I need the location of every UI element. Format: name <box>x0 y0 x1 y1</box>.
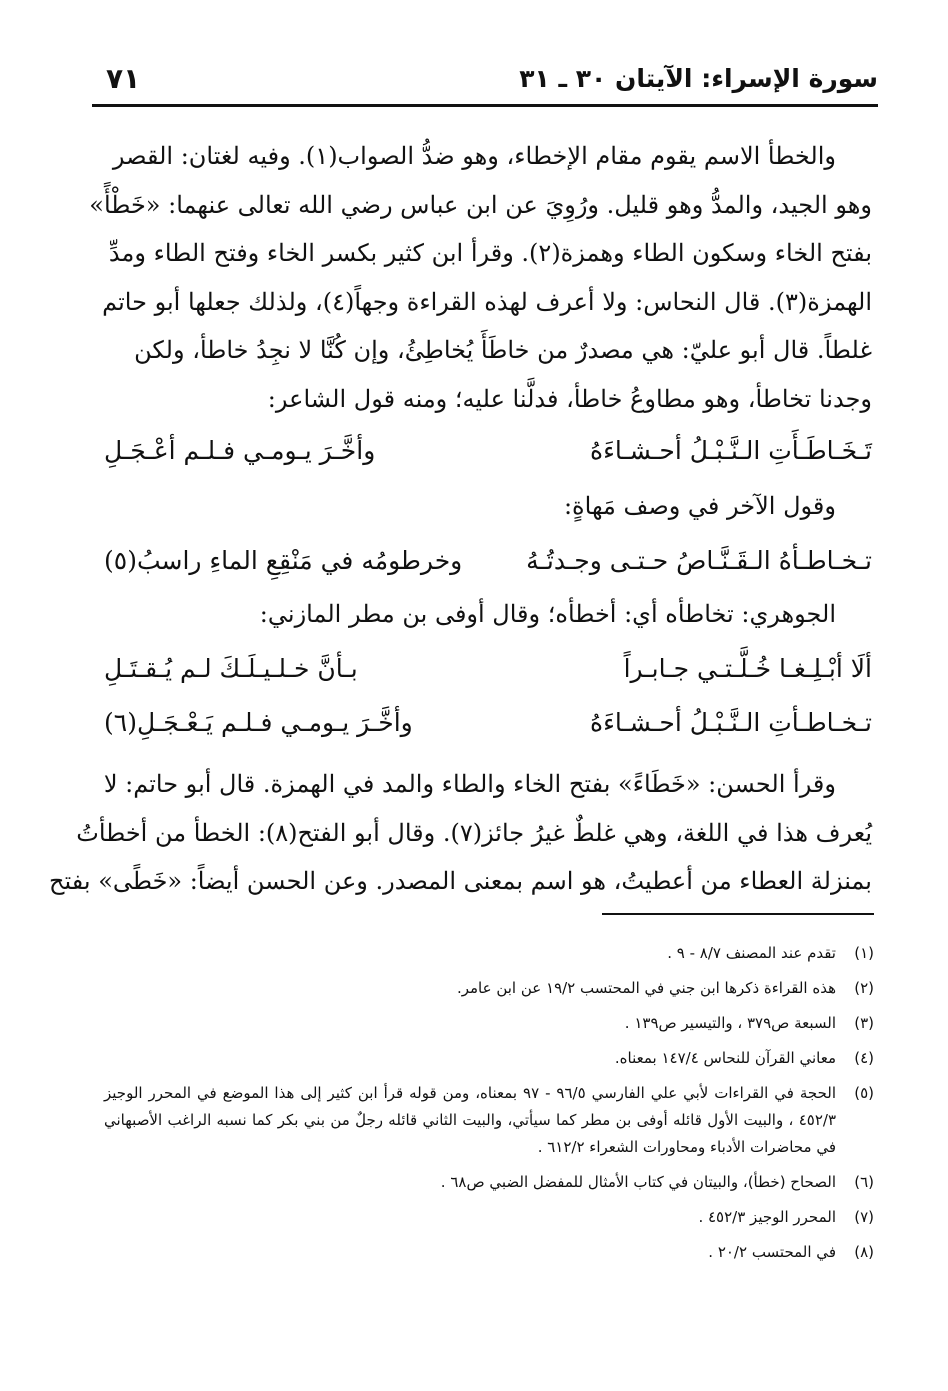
verse-second-hemistich: وأخَّـرَ يـومـي فـلـم يَـعْـجَـلِ(٦) <box>104 708 413 737</box>
poetry-verse-4 <box>104 700 872 750</box>
text-line: الهمزة(٣). قال النحاس: ولا أعرف لهذه القراءة وجهاً(٤)، ولذلك جعلها أبو حاتم <box>102 287 872 316</box>
paragraph-2 <box>49 760 872 906</box>
text-line: بفتح الخاء وسكون الطاء وهمزة(٢). وقرأ ابن كثير بكسر الخاء وفتح الطاء ومدِّ <box>108 239 872 267</box>
footnote-number: (٢) <box>854 979 874 997</box>
paragraph-1 <box>89 132 872 423</box>
verse-first-hemistich: ألَا أبْـلِـغـا خُـلَّـتـي جـابـراً <box>623 654 872 683</box>
verse-first-hemistich: تـخـاطـأهُ الـقَـنَّـاصُ حـتـى وجـدتُـهُ <box>526 546 872 575</box>
footnote-number: (٦) <box>854 1173 874 1191</box>
footnote-text: تقدم عند المصنف ٨/٧ - ٩ . <box>667 944 836 962</box>
footnote-number: (٣) <box>854 1014 874 1032</box>
text-line: وقرأ الحسن: «خَطَاءً» بفتح الخاء والطاء والمد في الهمزة. قال أبو حاتم: لا <box>103 770 836 798</box>
poetry-verse-2 <box>104 538 872 588</box>
footnote-text: معاني القرآن للنحاس ١٤٧/٤ بمعناه. <box>614 1049 836 1067</box>
footnotes <box>104 940 874 1274</box>
poetry-verse-1 <box>104 428 872 478</box>
footnote <box>104 1239 874 1266</box>
footnote-text: السبعة ص٣٧٩ ، والتيسير ص١٣٩ . <box>624 1014 836 1032</box>
footnote <box>104 975 874 1002</box>
footnote <box>104 1204 874 1231</box>
footnote-number: (٤) <box>854 1049 874 1067</box>
verse-second-hemistich: وأخَّـرَ يـومـي فـلـم أعْـجَـلِ <box>104 436 376 465</box>
verse-intro-line: الجوهري: تخاطأه أي: أخطأه؛ وقال أوفى بن مطر المازني: <box>259 600 836 628</box>
footnote <box>104 1080 874 1161</box>
running-title: سورة الإسراء: الآيتان ٣٠ ـ ٣١ <box>519 64 878 93</box>
footnote-number: (١) <box>854 944 874 962</box>
footnote-text: الحجة في القراءات لأبي علي الفارسي ٩٦/٥ - ٩٧ بمعناه، ومن قوله قرأ ابن كثير إلى هذا الموضع في المحرر الوجيز ٤٥٢/٣ ، والبيت الأول قائله أوفى بن مطر كما سيأتي، والبيت الثاني قائله رجلٌ من بني بكر كما نسبه الراغب الأصبهاني في محاضرات الأدباء ومحاورات الشعراء ٦١٢/٢ . <box>104 1084 837 1156</box>
text-line: بمنزلة العطاء من أعطيتُ، هو اسم بمعنى المصدر. وعن الحسن أيضاً: «خَطًى» بفتح <box>49 867 872 895</box>
footnote <box>104 1010 874 1037</box>
text-line: وهو الجيد، والمدُّ وهو قليل. ورُوِيَ عن ابن عباس رضي الله تعالى عنهما: «خَطْأً» <box>89 190 872 219</box>
footnote-text: المحرر الوجيز ٤٥٢/٣ . <box>698 1208 836 1226</box>
poetry-verse-3 <box>104 646 872 696</box>
footnote-text: هذه القراءة ذكرها ابن جني في المحتسب ١٩/٢ عن ابن عامر. <box>456 979 836 997</box>
footnote <box>104 1169 874 1196</box>
verse-second-hemistich: بـأنَّ خـلـيـلَـكَ لـم يُـقـتَـلِ <box>104 654 358 683</box>
footnote-number: (٥) <box>854 1084 874 1102</box>
footnote <box>104 940 874 967</box>
footnote-number: (٨) <box>854 1243 874 1261</box>
text-line: يُعرف هذا في اللغة، وهي غلطٌ غيرُ جائز(٧). وقال أبو الفتح(٨): الخطأ من أخطأتُ <box>76 818 872 847</box>
verse-first-hemistich: تـخـاطـأتِ الـنَّـبْـلُ أحـشـاءَهُ <box>589 708 872 737</box>
text-line: والخطأ الاسم يقوم مقام الإخطاء، وهو ضدُّ الصواب(١). وفيه لغتان: القصر <box>112 142 836 170</box>
page-header <box>92 62 878 107</box>
verse-first-hemistich: تَـخَـاطَـأَتِ الـنَّـبْـلُ أحـشـاءَهُ <box>589 436 872 465</box>
page-number: ٧١ <box>106 62 141 95</box>
text-line: غلطاً. قال أبو عليّ: هي مصدرٌ من خاطَأَ يُخاطِئُ، وإن كُنَّا لا نجِدُ خاطأ، ولكن <box>134 336 872 364</box>
footnote <box>104 1045 874 1072</box>
verse-intro-line: وقول الآخر في وصف مَهاةٍ: <box>563 492 836 520</box>
verse-second-hemistich: وخرطومُه في مَنْقِعِ الماءِ راسبُ(٥) <box>104 546 463 575</box>
text-line: وجدنا تخاطأ، وهو مطاوعُ خاطأ، فدلَّنا عليه؛ ومنه قول الشاعر: <box>267 384 872 413</box>
footnote-text: في المحتسب ٢٠/٢ . <box>708 1243 836 1261</box>
footnote-separator <box>602 913 874 915</box>
footnote-text: الصحاح (خطأ)، والبيتان في كتاب الأمثال للمفضل الضبي ص٦٨ . <box>440 1173 836 1191</box>
footnote-number: (٧) <box>854 1208 874 1226</box>
